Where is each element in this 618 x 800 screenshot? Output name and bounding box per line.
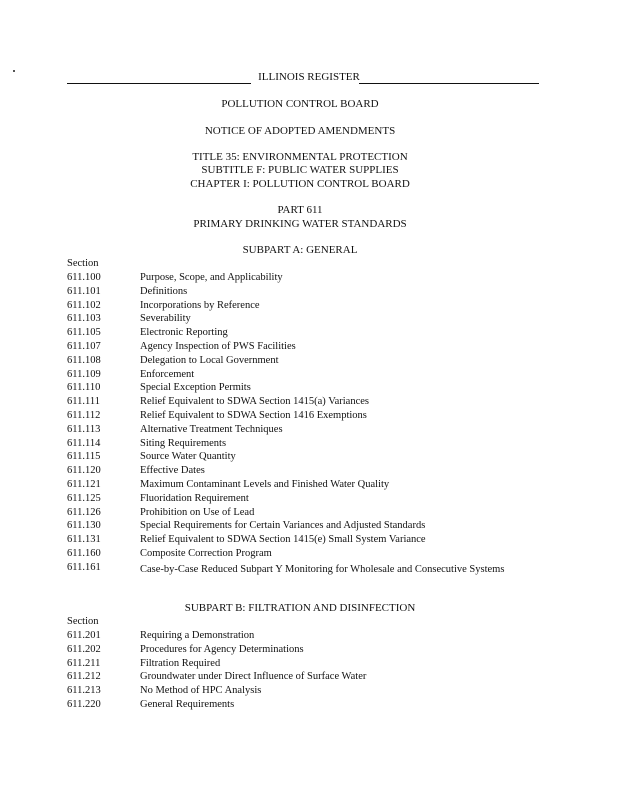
section-number: 611.103: [67, 313, 101, 325]
header-rule-right: [359, 83, 539, 84]
section-title: Source Water Quantity: [140, 451, 236, 463]
section-row: [67, 672, 537, 686]
section-title: Alternative Treatment Techniques: [140, 423, 283, 435]
section-row: [67, 700, 537, 714]
section-label-a: Section: [67, 258, 99, 269]
section-title: Siting Requirements: [140, 437, 227, 449]
section-number: 611.108: [67, 354, 101, 366]
section-row: [67, 439, 537, 453]
section-title: Incorporations by Reference: [140, 299, 260, 311]
section-title: Relief Equivalent to SDWA Section 1416 Exemptions: [140, 410, 367, 421]
section-number: 611.131: [67, 534, 101, 546]
section-title: Composite Correction Program: [140, 548, 272, 559]
section-title: Effective Dates: [140, 465, 205, 477]
section-title: Filtration Required: [140, 657, 221, 669]
section-number: 611.160: [67, 548, 101, 559]
section-title: Electronic Reporting: [140, 327, 228, 339]
section-number: 611.115: [67, 451, 101, 463]
section-title: Delegation to Local Government: [140, 354, 279, 366]
section-title: Relief Equivalent to SDWA Section 1415(a) Variances: [140, 396, 370, 408]
subtitle-line: SUBTITLE F: PUBLIC WATER SUPPLIES: [201, 164, 399, 176]
section-number: 611.130: [67, 520, 101, 532]
section-row: [67, 370, 537, 384]
section-number: 611.112: [67, 410, 101, 421]
section-title: Prohibition on Use of Lead: [140, 506, 255, 518]
section-row: [67, 645, 537, 659]
section-title: Fluoridation Requirement: [140, 492, 249, 504]
section-number: 611.126: [67, 506, 101, 518]
section-number: 611.114: [67, 437, 101, 449]
section-row: [67, 686, 537, 700]
section-number: 611.120: [67, 465, 101, 477]
section-row: [67, 411, 537, 425]
section-number: 611.105: [67, 327, 101, 339]
section-number: 611.102: [67, 299, 101, 311]
section-number: 611.109: [67, 368, 101, 380]
section-number: 611.107: [67, 341, 101, 352]
chapter-line: CHAPTER I: POLLUTION CONTROL BOARD: [190, 178, 410, 190]
section-number: 611.101: [67, 285, 101, 297]
notice-title: NOTICE OF ADOPTED AMENDMENTS: [204, 125, 396, 137]
subpart-a-heading: SUBPART A: GENERAL: [242, 244, 358, 256]
section-label-b: Section: [67, 616, 99, 627]
part-name: PRIMARY DRINKING WATER STANDARDS: [193, 218, 407, 230]
header-rule-left: [67, 83, 251, 84]
section-row: [67, 342, 537, 356]
section-number: 611.113: [67, 423, 101, 435]
section-row: [67, 480, 537, 494]
section-row: [67, 356, 537, 370]
section-number: 611.213: [67, 685, 101, 697]
section-row: [67, 328, 537, 342]
section-title: Special Exception Permits: [140, 382, 251, 394]
section-title: Case-by-Case Reduced Subpart Y Monitoring for Wholesale and Consecutive Systems: [140, 563, 505, 575]
section-title: General Requirements: [140, 699, 235, 710]
section-title: Severability: [140, 313, 191, 325]
section-row: [67, 287, 537, 301]
section-title: Maximum Contaminant Levels and Finished Water Quality: [140, 479, 390, 490]
section-number: 611.212: [67, 671, 101, 683]
section-row: [67, 549, 537, 563]
section-row: [67, 425, 537, 439]
subpart-b-heading: SUBPART B: FILTRATION AND DISINFECTION: [184, 602, 416, 614]
board-name: POLLUTION CONTROL BOARD: [221, 98, 379, 110]
section-number: 611.121: [67, 479, 101, 490]
section-title: Special Requirements for Certain Variances and Adjusted Standards: [140, 520, 426, 532]
section-title: No Method of HPC Analysis: [140, 685, 262, 697]
section-number: 611.202: [67, 643, 101, 655]
section-row: [67, 301, 537, 315]
section-title: Relief Equivalent to SDWA Section 1415(e) Small System Variance: [140, 534, 426, 546]
section-row: [67, 273, 537, 287]
section-title: Groundwater under Direct Influence of Surface Water: [140, 671, 367, 683]
section-title: Agency Inspection of PWS Facilities: [140, 341, 296, 352]
section-row: [67, 563, 537, 577]
register-title: ILLINOIS REGISTER: [258, 71, 360, 83]
part-number: PART 611: [277, 204, 323, 216]
section-number: 611.161: [67, 561, 101, 573]
section-title: Enforcement: [140, 368, 195, 380]
section-number: 611.110: [67, 382, 101, 394]
section-number: 611.211: [67, 657, 101, 669]
section-number: 611.100: [67, 272, 101, 283]
section-row: [67, 452, 537, 466]
section-title: Purpose, Scope, and Applicability: [140, 272, 283, 283]
section-title: Procedures for Agency Determinations: [140, 643, 304, 655]
section-number: 611.125: [67, 492, 101, 504]
section-title: Requiring a Demonstration: [140, 630, 255, 641]
section-number: 611.201: [67, 630, 101, 641]
section-row: [67, 631, 537, 645]
section-row: [67, 535, 537, 549]
section-number: 611.220: [67, 699, 101, 710]
section-title: Definitions: [140, 285, 188, 297]
section-number: 611.111: [67, 396, 100, 408]
title-line: TITLE 35: ENVIRONMENTAL PROTECTION: [192, 151, 408, 163]
section-row: [67, 494, 537, 508]
section-row: [67, 314, 537, 328]
